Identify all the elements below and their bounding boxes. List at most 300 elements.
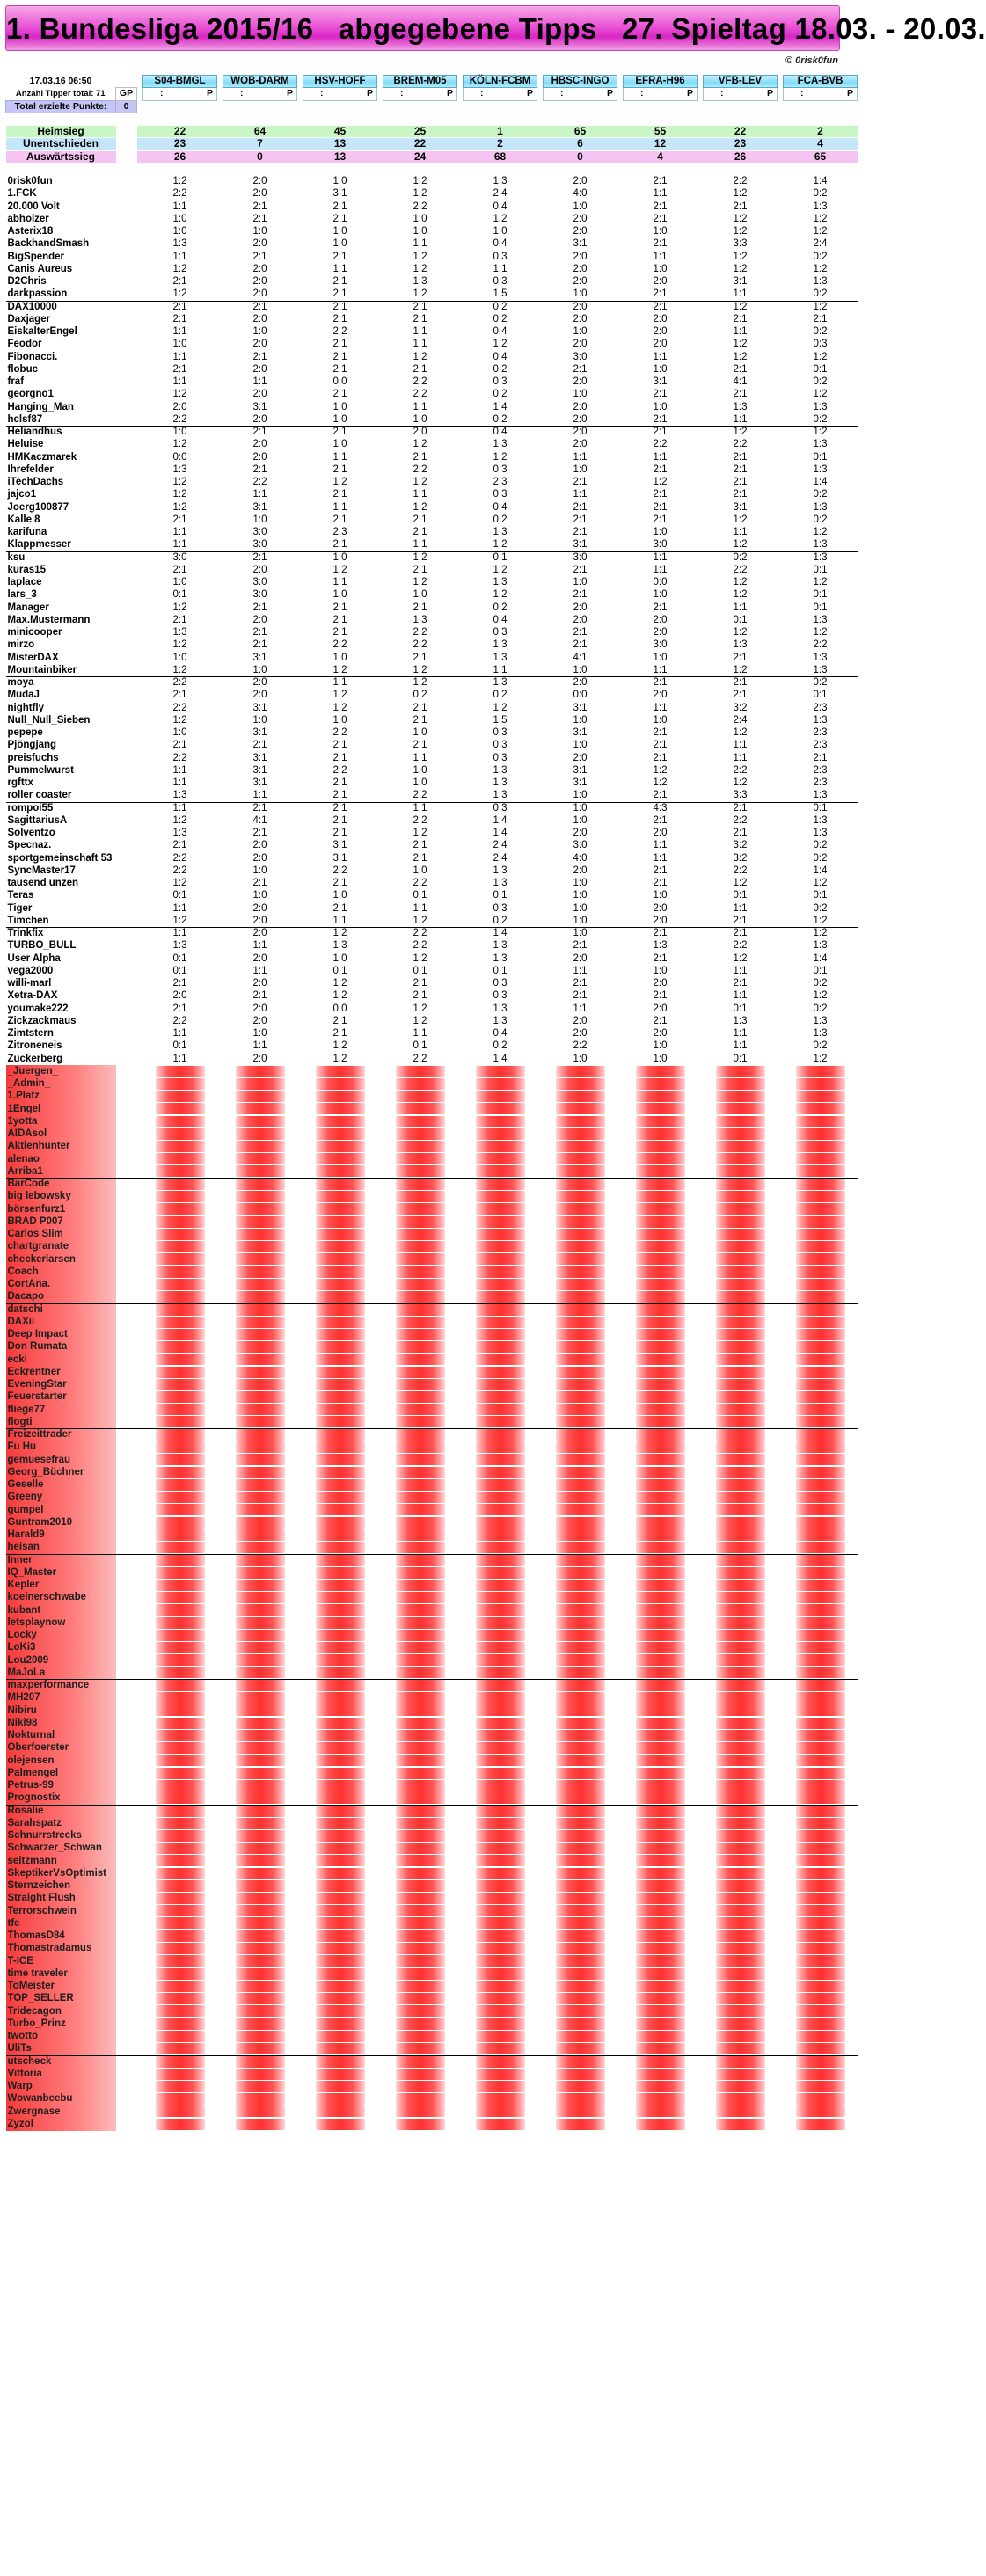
hidden-tipp-blur [636,1667,685,1678]
tipp-value: 1:2 [332,664,347,675]
tipp-value: 1:0 [332,176,347,187]
hidden-tipp-cell [303,1855,377,1867]
tipper-name: EveningStar [6,1379,116,1391]
hidden-tipp-cell [624,1341,698,1354]
tipper-name: Wowanbeebu [6,2093,116,2105]
column-gap [377,1354,383,1366]
hidden-tipp-cell [223,2068,297,2080]
column-gap [698,401,704,413]
tipp-value: 0:4 [493,1028,508,1040]
hidden-tipp-cell [784,1742,858,1755]
tipp-value: 1:0 [303,551,377,564]
column-gap [377,1028,383,1040]
column-gap [377,301,383,313]
column-gap [217,1115,223,1127]
hidden-tipp-cell [464,1466,537,1478]
column-gap [778,1504,784,1516]
column-gap [217,1580,223,1592]
hidden-tipp-blur [236,1329,285,1340]
hidden-tipp-blur [396,1441,445,1453]
column-gap [698,1341,704,1354]
column-gap [537,138,544,150]
hidden-tipper-row [6,1366,858,1378]
column-gap [778,451,784,463]
hidden-tipp-cell [624,2043,698,2055]
column-gap [137,276,143,288]
column-gap [217,852,223,865]
hidden-tipp-blur [476,1492,525,1503]
hidden-tipp-cell [624,1755,698,1767]
tipper-name: Straight Flush [6,1893,116,1905]
tipp-value: 1:2 [172,714,187,726]
column-gap [297,1241,303,1253]
tipper-gp [116,564,137,576]
column-gap [698,1930,704,1943]
hidden-tipp-blur [636,1103,685,1114]
column-gap [537,427,544,439]
tipper-gp [116,1241,137,1253]
hidden-tipp-blur [396,1806,445,1817]
tipper-gp [116,978,137,990]
hidden-tipp-cell [383,1291,457,1303]
tipp-value: 1:0 [573,878,588,889]
tipp-value: 1:3 [172,238,187,250]
column-gap [778,828,784,840]
tipper-name: Sarahspatz [6,1817,116,1829]
column-gap [778,88,784,100]
hidden-tipp-blur [716,2119,765,2130]
tipp-value: 0:3 [493,752,508,763]
tipp-value: 2:0 [223,928,297,940]
hidden-tipper-row [6,1566,858,1579]
hidden-tipper-row [6,1266,858,1278]
tipp-value: 1:1 [252,376,267,388]
tipp-value: 3:1 [573,727,588,739]
column-gap [537,1141,544,1153]
tipper-gp [116,1893,137,1905]
hidden-tipp-cell [624,1379,698,1391]
column-gap [297,1341,303,1354]
hidden-tipp-cell [383,1441,457,1454]
hidden-tipp-blur [636,1216,685,1228]
hidden-tipp-cell [624,1692,698,1704]
hidden-tipp-blur [476,1391,525,1403]
tipper-gp [116,2105,137,2118]
hidden-tipp-cell [624,1141,698,1153]
hidden-tipp-cell [223,1303,297,1316]
column-gap [617,990,624,1003]
hidden-tipp-blur [636,1642,685,1653]
column-gap [778,814,784,827]
hidden-tipp-blur [556,1880,605,1892]
column-gap [457,439,464,451]
column-gap [297,1993,303,2005]
tipp-value: 2:1 [332,1028,347,1040]
column-gap [217,1316,223,1328]
tipp-value: 2:0 [544,677,617,690]
tipper-gp [116,1843,137,1855]
hidden-tipp-blur [316,1780,365,1792]
tipper-gp [116,814,137,827]
tipper-name: Eckrentner [6,1366,116,1378]
column-gap [217,890,223,902]
column-gap [217,1065,223,1077]
tipp-value: 1:1 [413,489,427,500]
column-gap [537,2068,544,2080]
column-gap [377,1905,383,1917]
tipp-value: 2:1 [413,602,427,613]
tipp-value: 3:1 [573,764,588,776]
column-gap [297,652,303,664]
column-gap [698,1792,704,1805]
hidden-tipp-cell [303,2093,377,2105]
column-gap [377,1692,383,1704]
column-gap [617,1165,624,1178]
column-gap [698,1141,704,1153]
column-gap [297,1128,303,1141]
tipp-value: 1:0 [252,514,267,525]
hidden-tipp-blur [396,1580,445,1591]
hidden-tipp-cell [383,1755,457,1767]
tipp-value: 2:0 [252,1053,267,1064]
hidden-tipp-cell [784,1153,858,1165]
column-gap [457,1667,464,1679]
hidden-tipper-row [6,1955,858,1967]
column-gap [137,1341,143,1354]
date-label: 17.03.16 06:50 [29,76,92,87]
tipp-value: 0:2 [464,301,537,313]
hidden-tipp-cell [303,1141,377,1153]
column-gap [537,263,544,275]
hidden-tipp-blur [316,1441,365,1453]
hidden-tipper-row [6,1755,858,1767]
column-gap [457,714,464,726]
tipp-value: 1:2 [332,477,347,488]
column-gap [698,577,704,589]
column-gap [297,176,303,188]
column-gap [617,427,624,439]
hidden-tipp-blur [636,2005,685,2017]
column-gap [617,1416,624,1428]
hidden-tipp-cell [223,1730,297,1742]
tipp-value: 2:1 [733,389,748,400]
tipp-value: 1:1 [172,201,187,212]
hidden-tipp-cell [303,1065,377,1077]
hidden-tipp-cell [464,1566,537,1579]
column-gap [297,351,303,363]
hidden-tipper-row [6,1153,858,1165]
tipp-value: 1:0 [172,577,187,588]
column-gap [137,1366,143,1378]
hidden-tipp-blur [476,2043,525,2054]
hidden-tipp-cell [143,1341,217,1354]
column-gap [778,2093,784,2105]
column-gap [698,1091,704,1103]
tipper-row [6,263,858,275]
hidden-tipp-cell [143,2105,217,2118]
column-gap [778,1717,784,1729]
column-gap [137,2068,143,2080]
tipp-value: 1:0 [653,401,668,412]
hidden-tipp-blur [716,1642,765,1653]
hidden-tipp-blur [476,1755,525,1766]
hidden-tipp-cell [464,1103,537,1115]
tipp-value: 0:3 [493,251,508,262]
hidden-tipp-cell [624,1316,698,1328]
column-gap [137,865,143,877]
tipper-gp [116,1830,137,1843]
tipp-value: 1:1 [413,238,427,250]
tipper-name: big lebowsky [6,1191,116,1203]
column-gap [778,213,784,225]
hidden-tipp-blur [316,2056,365,2068]
column-gap [617,1529,624,1542]
tipper-gp [116,1028,137,1040]
column-gap [297,1504,303,1516]
hidden-tipp-blur [396,1755,445,1766]
hidden-tipp-blur [156,1893,205,1904]
column-gap [537,1893,544,1905]
column-gap [778,1817,784,1829]
column-gap [617,351,624,363]
tipp-value: 2:1 [733,477,748,488]
column-gap [457,828,464,840]
column-gap [698,1855,704,1867]
column-gap [137,828,143,840]
hidden-tipp-blur [316,1317,365,1328]
column-gap [778,1165,784,1178]
hidden-tipp-cell [143,1366,217,1378]
hidden-tipp-blur [316,1229,365,1240]
hidden-tipp-cell [223,1680,297,1692]
tipp-value: 2:2 [172,413,187,425]
subheader-row [6,88,858,100]
tipp-value: 1:3 [172,790,187,801]
hidden-tipp-cell [784,1830,858,1843]
hidden-tipp-cell [704,1604,778,1616]
hidden-tipp-blur [396,1304,445,1316]
column-gap [537,714,544,726]
hidden-tipp-cell [143,1128,217,1141]
column-gap [137,1592,143,1604]
hidden-tipper-row [6,2005,858,2018]
column-gap [377,1341,383,1354]
column-gap [297,1479,303,1492]
hidden-tipp-blur [636,1968,685,1980]
hidden-tipp-cell [544,1755,617,1767]
hidden-tipp-blur [156,1391,205,1403]
hidden-tipp-cell [704,1717,778,1729]
hidden-tipp-blur [716,1066,765,1077]
stats-value: 23 [704,138,778,150]
column-gap [537,2081,544,2093]
match-subheader [303,88,377,100]
column-gap [217,401,223,413]
tipper-gp [116,1680,137,1692]
hidden-tipp-cell [784,1316,858,1328]
tipper-name: pepepe [7,727,43,739]
tipp-value: 2:0 [573,952,588,964]
hidden-tipp-blur [716,2005,765,2017]
hidden-tipp-blur [796,1855,845,1866]
column-gap [297,840,303,852]
column-gap [137,389,143,401]
column-gap [617,1229,624,1241]
column-gap [778,614,784,626]
tipp-value: 2:0 [252,263,267,274]
tipper-row [6,326,858,339]
column-gap [137,752,143,764]
hidden-tipp-blur [476,1630,525,1641]
hidden-tipp-cell [383,1091,457,1103]
tipp-value: 1:1 [733,740,748,751]
hidden-tipp-blur [236,1893,285,1904]
column-gap [377,1529,383,1542]
hidden-tipp-blur [156,1291,205,1303]
hidden-tipp-blur [396,1354,445,1365]
column-gap [617,1379,624,1391]
column-gap [457,176,464,188]
column-gap [778,1040,784,1053]
hidden-tipp-blur [476,1103,525,1114]
tipp-value: 3:1 [653,376,668,388]
hidden-tipp-blur [556,1416,605,1427]
hidden-tipp-cell [223,1955,297,1967]
column-gap [617,401,624,413]
stats-value: 22 [383,138,457,150]
hidden-tipp-cell [784,1642,858,1654]
hidden-tipp-blur [476,1968,525,1980]
column-gap [778,1015,784,1027]
tipp-value: 1:2 [413,952,427,964]
column-gap [377,1654,383,1667]
tipper-name: Hanging_Man [7,401,74,412]
hidden-tipp-cell [464,1905,537,1917]
tipper-name: Nokturnal [6,1730,116,1742]
column-gap [617,1604,624,1616]
hidden-tipp-blur [316,1416,365,1427]
tipper-gp [116,1654,137,1667]
column-gap [698,740,704,752]
column-gap [537,1504,544,1516]
tipp-value: 0:3 [464,802,537,814]
tipp-value: 2:1 [332,627,347,639]
hidden-tipp-blur [556,1441,605,1453]
column-gap [217,1040,223,1053]
tipper-name: time traveler [6,1967,116,1980]
hidden-tipp-cell [544,1215,617,1228]
hidden-tipper-row [6,1917,858,1930]
hidden-tipp-blur [396,1843,445,1854]
tipp-value: 0:3 [813,339,828,350]
tipp-value: 2:1 [624,301,698,313]
column-gap [778,2081,784,2093]
hidden-tipp-cell [383,1179,457,1191]
points-column-label: P [526,88,533,99]
hidden-tipp-cell [784,1755,858,1767]
hidden-tipp-cell [784,1930,858,1943]
column-gap [217,1529,223,1542]
hidden-tipp-cell [303,1630,377,1642]
tipper-name: chartgranate [6,1241,116,1253]
tipp-value: 2:0 [653,690,668,701]
hidden-tipp-blur [636,1128,685,1140]
tipp-value: 1:0 [573,890,588,901]
column-gap [778,401,784,413]
hidden-tipp-cell [303,1993,377,2005]
column-gap [297,1329,303,1341]
hidden-tipp-blur [796,1253,845,1265]
hidden-tipp-blur [156,1905,205,1916]
column-gap [537,2031,544,2043]
column-gap [537,150,544,163]
hidden-tipp-blur [556,1191,605,1202]
hidden-tipp-cell [624,1542,698,1554]
tipp-value: 2:0 [653,828,668,839]
column-gap [698,1516,704,1529]
column-gap [137,1354,143,1366]
column-gap [377,150,383,163]
hidden-tipp-blur [716,1165,765,1177]
tipper-gp [116,727,137,740]
column-gap [217,602,223,614]
column-gap [457,1354,464,1366]
hidden-tipp-cell [464,1930,537,1943]
hidden-tipp-blur [156,1216,205,1228]
column-gap [617,1993,624,2005]
column-gap [297,1516,303,1529]
hidden-tipp-cell [383,1341,457,1354]
hidden-tipp-cell [383,1279,457,1291]
hidden-tipp-cell [704,2043,778,2055]
column-gap [778,802,784,814]
hidden-tipp-cell [223,1229,297,1241]
hidden-tipp-cell [784,1203,858,1215]
column-gap [137,1191,143,1203]
column-gap [537,1103,544,1115]
column-gap [537,928,544,940]
tipp-value: 1:3 [784,551,858,564]
column-gap [297,1053,303,1065]
column-gap [377,702,383,714]
column-gap [457,1191,464,1203]
column-gap [698,2093,704,2105]
column-gap [297,463,303,476]
column-gap [698,915,704,927]
hidden-tipp-blur [796,1341,845,1353]
hidden-tipp-blur [396,1592,445,1603]
column-gap [217,138,223,150]
column-gap [217,1767,223,1779]
tipp-value: 2:2 [172,865,187,876]
column-gap [778,928,784,940]
column-gap [698,639,704,652]
column-gap [617,664,624,676]
tipper-name: tfe [6,1917,116,1930]
hidden-tipp-blur [556,1704,605,1716]
tipp-value: 2:1 [653,489,668,500]
column-gap [457,1379,464,1391]
tipp-value: 2:1 [172,514,187,525]
column-gap [698,1115,704,1127]
tipps-table [5,75,858,2131]
tipp-value: 1:0 [252,226,267,237]
hidden-tipp-blur [716,1454,765,1465]
column-gap [137,928,143,940]
hidden-tipp-cell [544,1291,617,1303]
hidden-tipp-blur [316,1680,365,1691]
column-gap [217,814,223,827]
